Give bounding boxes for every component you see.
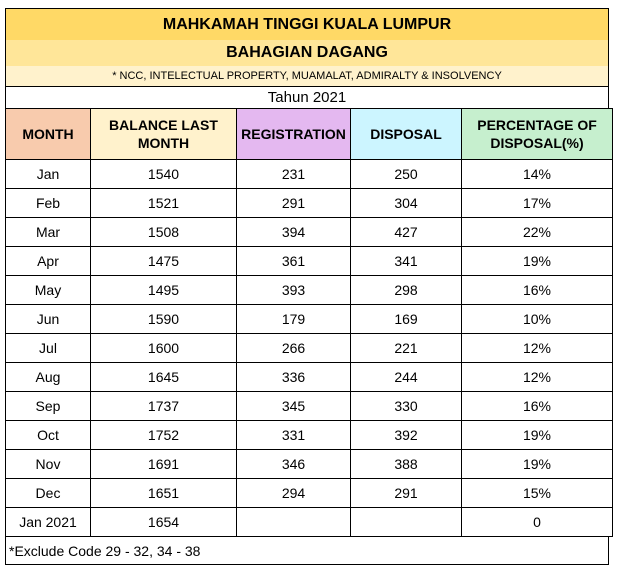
disposal-cell: 330 — [351, 392, 462, 421]
table-body — [6, 160, 613, 537]
registration-column-header: REGISTRATION — [237, 109, 351, 160]
month-cell: Aug — [6, 363, 91, 392]
disposal-column-header: DISPOSAL — [351, 109, 462, 160]
table-row — [6, 247, 613, 276]
balance-cell: 1521 — [91, 189, 237, 218]
month-cell: Jan — [6, 160, 91, 189]
registration-cell: 291 — [237, 189, 351, 218]
balance-cell: 1752 — [91, 421, 237, 450]
balance-cell: 1475 — [91, 247, 237, 276]
month-cell: May — [6, 276, 91, 305]
month-cell: Mar — [6, 218, 91, 247]
registration-cell: 345 — [237, 392, 351, 421]
disposal-cell: 341 — [351, 247, 462, 276]
statistics-sheet — [5, 8, 609, 565]
disposal-cell: 427 — [351, 218, 462, 247]
percentage-cell: 17% — [462, 189, 613, 218]
month-cell: Oct — [6, 421, 91, 450]
balance-cell: 1508 — [91, 218, 237, 247]
disposal-cell: 221 — [351, 334, 462, 363]
table-row — [6, 276, 613, 305]
registration-cell: 294 — [237, 479, 351, 508]
table-row — [6, 189, 613, 218]
table-row — [6, 160, 613, 189]
registration-cell: 393 — [237, 276, 351, 305]
disposal-cell: 298 — [351, 276, 462, 305]
percentage-cell: 16% — [462, 392, 613, 421]
table-row — [6, 421, 613, 450]
table-row — [6, 363, 613, 392]
balance-cell: 1600 — [91, 334, 237, 363]
percentage-cell: 12% — [462, 363, 613, 392]
balance-cell: 1737 — [91, 392, 237, 421]
balance-cell: 1540 — [91, 160, 237, 189]
balance-cell: 1590 — [91, 305, 237, 334]
percentage-cell: 19% — [462, 450, 613, 479]
month-cell: Nov — [6, 450, 91, 479]
percentage-cell: 15% — [462, 479, 613, 508]
registration-cell — [237, 508, 351, 537]
table-row — [6, 392, 613, 421]
month-cell: Apr — [6, 247, 91, 276]
table-row — [6, 334, 613, 363]
percentage-cell: 22% — [462, 218, 613, 247]
footnote: *Exclude Code 29 - 32, 34 - 38 — [5, 537, 609, 565]
disposal-cell: 244 — [351, 363, 462, 392]
disposal-cell: 169 — [351, 305, 462, 334]
disposal-cell: 392 — [351, 421, 462, 450]
table-row — [6, 450, 613, 479]
month-cell: Sep — [6, 392, 91, 421]
disposal-cell — [351, 508, 462, 537]
scope-note: * NCC, INTELECTUAL PROPERTY, MUAMALAT, ADMIRALTY & INSOLVENCY — [5, 66, 609, 86]
month-cell: Jul — [6, 334, 91, 363]
month-cell: Dec — [6, 479, 91, 508]
registration-cell: 336 — [237, 363, 351, 392]
division-subtitle: BAHAGIAN DAGANG — [5, 40, 609, 66]
case-statistics-table — [5, 108, 613, 537]
registration-cell: 331 — [237, 421, 351, 450]
percentage-column-header: PERCENTAGE OF DISPOSAL(%) — [462, 109, 613, 160]
balance-cell: 1651 — [91, 479, 237, 508]
balance-column-header: BALANCE LAST MONTH — [91, 109, 237, 160]
disposal-cell: 291 — [351, 479, 462, 508]
month-cell: Jan 2021 — [6, 508, 91, 537]
month-column-header: MONTH — [6, 109, 91, 160]
registration-cell: 179 — [237, 305, 351, 334]
percentage-cell: 16% — [462, 276, 613, 305]
month-cell: Feb — [6, 189, 91, 218]
disposal-cell: 388 — [351, 450, 462, 479]
balance-cell: 1495 — [91, 276, 237, 305]
registration-cell: 346 — [237, 450, 351, 479]
registration-cell: 394 — [237, 218, 351, 247]
table-row — [6, 479, 613, 508]
table-header-row — [6, 109, 613, 160]
balance-cell: 1645 — [91, 363, 237, 392]
percentage-cell: 14% — [462, 160, 613, 189]
registration-cell: 266 — [237, 334, 351, 363]
balance-cell: 1691 — [91, 450, 237, 479]
balance-cell: 1654 — [91, 508, 237, 537]
percentage-cell: 10% — [462, 305, 613, 334]
percentage-cell: 19% — [462, 421, 613, 450]
registration-cell: 231 — [237, 160, 351, 189]
registration-cell: 361 — [237, 247, 351, 276]
percentage-cell: 19% — [462, 247, 613, 276]
table-row — [6, 305, 613, 334]
year-label: Tahun 2021 — [5, 86, 609, 108]
percentage-cell: 0 — [462, 508, 613, 537]
disposal-cell: 250 — [351, 160, 462, 189]
percentage-cell: 12% — [462, 334, 613, 363]
table-row — [6, 508, 613, 537]
month-cell: Jun — [6, 305, 91, 334]
court-title: MAHKAMAH TINGGI KUALA LUMPUR — [5, 8, 609, 40]
disposal-cell: 304 — [351, 189, 462, 218]
table-row — [6, 218, 613, 247]
